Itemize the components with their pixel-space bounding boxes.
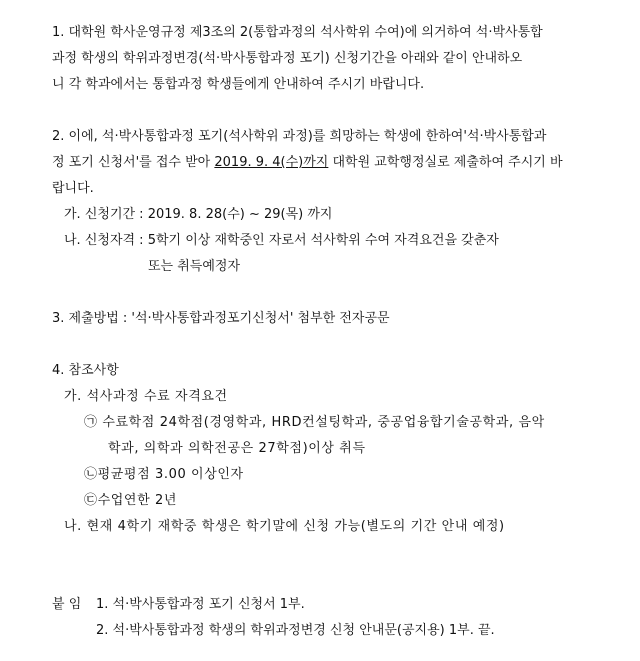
paragraph-1-line-2: 과정 학생의 학위과정변경(석·박사통합과정 포기) 신청기간을 아래와 같이 안내하오	[52, 51, 523, 66]
attachment-item-2: 2. 석·박사통합과정 학생의 학위과정변경 신청 안내문(공지용) 1부. 끝.	[96, 623, 495, 638]
eligibility-continued: 또는 취득예정자	[148, 259, 241, 274]
application-period: 가. 신청기간 : 2019. 8. 28(수) ~ 29(목) 까지	[64, 207, 333, 222]
paragraph-2-line-1: 2. 이에, 석·박사통합과정 포기(석사학위 과정)를 희망하는 학생에 한하여'석·박사통합과	[52, 129, 547, 144]
submission-method: 3. 제출방법 : '석·박사통합과정포기신청서' 첨부한 전자공문	[52, 311, 390, 326]
requirement-gpa: ㉡평균평점 3.00 이상인자	[84, 467, 244, 482]
fourth-semester-note: 나. 현재 4학기 재학중 학생은 학기말에 신청 가능(별도의 기간 안내 예정)	[64, 519, 505, 534]
reference-heading: 4. 참조사항	[52, 363, 119, 378]
requirement-credits-line-1: ㉠ 수료학점 24학점(경영학과, HRD컨설팅학과, 중공업융합기술공학과, 음악	[84, 415, 545, 430]
paragraph-2-line-2-text-a: 정 포기 신청서'를 접수 받아	[52, 155, 215, 170]
paragraph-2-line-3: 랍니다.	[52, 181, 94, 196]
deadline-date: 2019. 9. 4(수)까지	[214, 155, 329, 170]
paragraph-1-line-3: 니 각 학과에서는 통합과정 학생들에게 안내하여 주시기 바랍니다.	[52, 77, 425, 92]
paragraph-1-line-1: 1. 대학원 학사운영규정 제3조의 2(통합과정의 석사학위 수여)에 의거하여 석·박사통합	[52, 25, 543, 40]
eligibility: 나. 신청자격 : 5학기 이상 재학중인 자로서 석사학위 수여 자격요건을 갖춘자	[64, 233, 499, 248]
paragraph-2-line-2-text-b: 대학원 교학행정실로 제출하여 주시기 바	[328, 155, 563, 170]
requirement-duration: ㉢수업연한 2년	[84, 493, 177, 508]
master-completion-requirements: 가. 석사과정 수료 자격요건	[64, 389, 228, 404]
requirement-credits-line-2: 학과, 의학과 의학전공은 27학점)이상 취득	[108, 441, 366, 456]
paragraph-2-line-2	[52, 154, 563, 172]
attachment-item-1: 1. 석·박사통합과정 포기 신청서 1부.	[96, 597, 305, 612]
attachment-label: 붙 임	[52, 597, 82, 612]
